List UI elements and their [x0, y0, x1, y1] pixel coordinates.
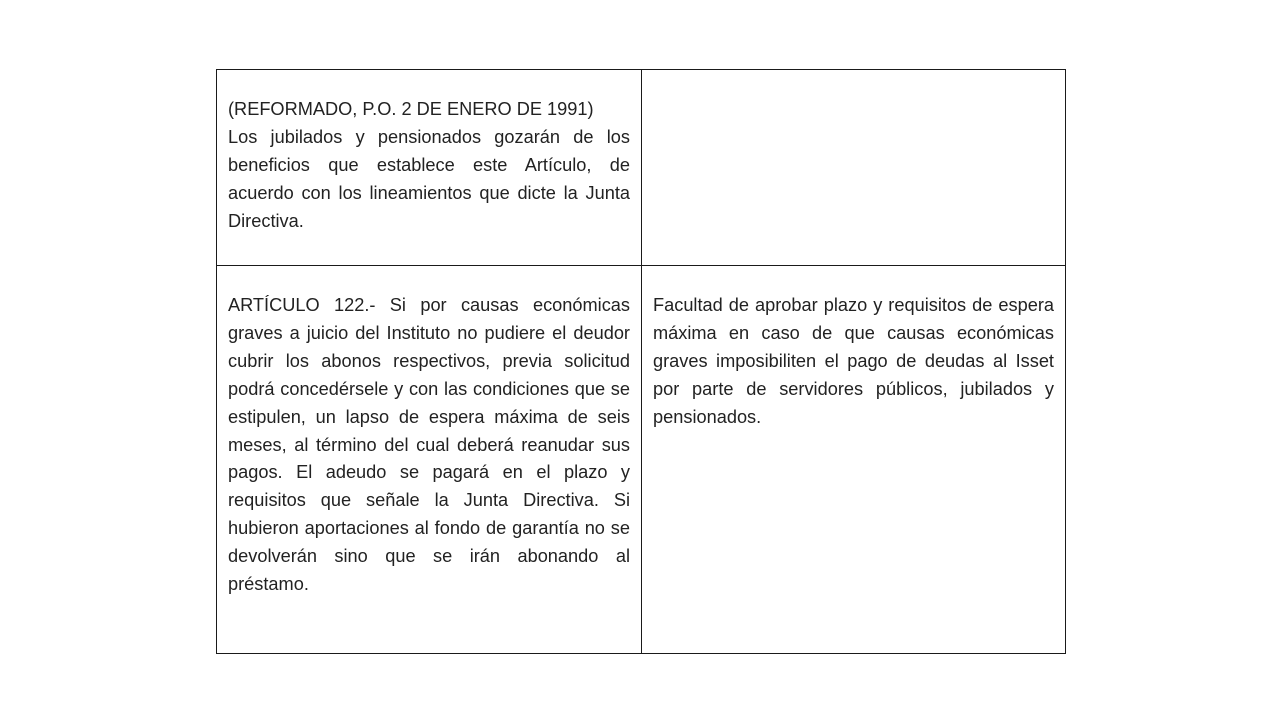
table-row	[217, 266, 1066, 654]
table-cell-right	[642, 266, 1066, 654]
article-text: Los jubilados y pensionados gozarán de los beneficios que establece este Artículo, de acuerdo con los lineamientos que dicte la Junta Directiva.	[228, 126, 630, 231]
document-table	[216, 69, 1066, 654]
reform-note: (REFORMADO, P.O. 2 DE ENERO DE 1991)	[228, 99, 594, 119]
article-122-text: ARTÍCULO 122.- Si por causas económicas graves a juicio del Instituto no pudiere el deudor cubrir los abonos respectivos, previa solicitud podrá concedérsele y con las condiciones que se estipulen, un lapso de espera máxima de seis meses, al término del cual deberá reanudar sus pagos. El adeudo se pagará en el plazo y requisitos que señale la Junta Directiva. Si hubieron aportaciones al fondo de garantía no se devolverán sino que se irán abonando al préstamo.	[228, 295, 630, 595]
table-cell-left	[217, 266, 642, 654]
cell-text	[642, 70, 1065, 96]
table-cell-right	[642, 70, 1066, 266]
table-row	[217, 70, 1066, 266]
table-cell-left	[217, 70, 642, 266]
cell-text	[217, 70, 641, 236]
article-122-summary: Facultad de aprobar plazo y requisitos de espera máxima en caso de que causas económicas graves imposibiliten el pago de deudas al Isset por parte de servidores públicos, jubilados y pensionados.	[653, 295, 1054, 427]
